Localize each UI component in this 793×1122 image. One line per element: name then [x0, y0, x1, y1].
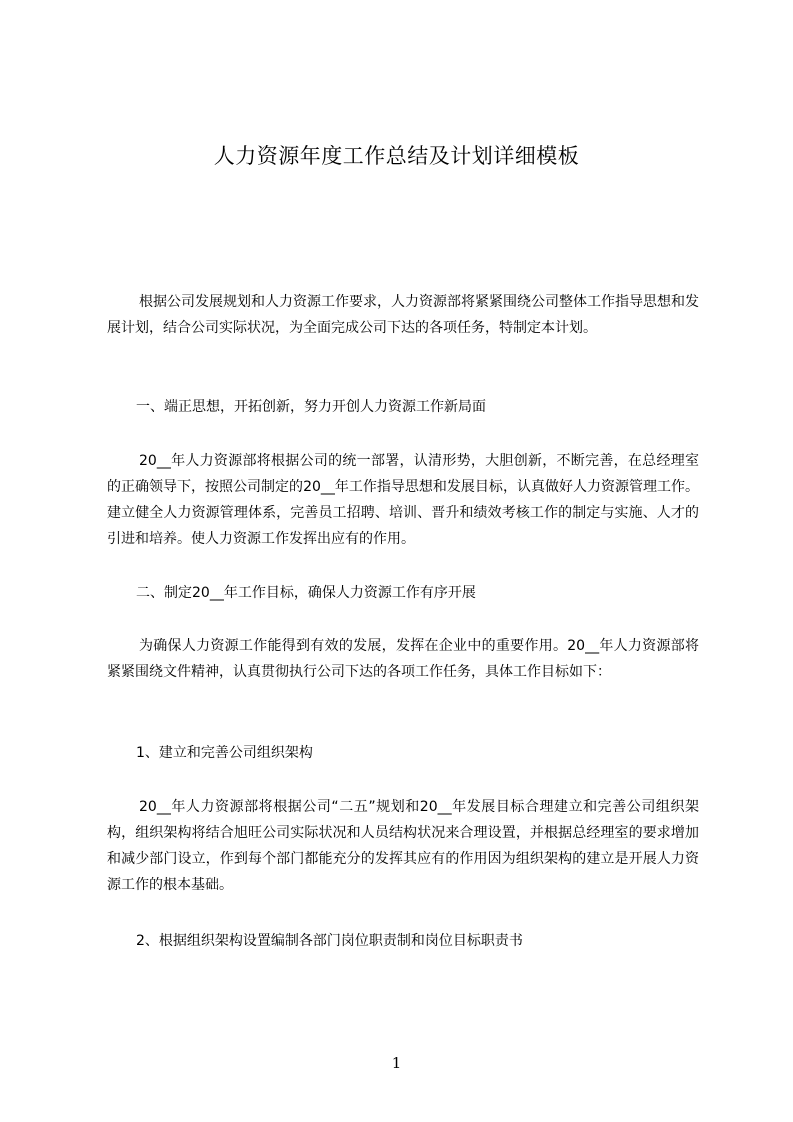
document-title: 人力资源年度工作总结及计划详细模板 — [213, 144, 580, 168]
item2-heading: 2、根据组织架构设置编制各部门岗位职责制和岗位目标职责书 — [136, 933, 523, 949]
section2-heading: 二、制定20__年工作目标，确保人力资源工作有序开展 — [136, 585, 476, 601]
section2-paragraph: 为确保人力资源工作能得到有效的发展，发挥在企业中的重要作用。20__年人力资源部将紧紧围绕文件精神，认真贯彻执行公司下达的各项工作任务，具体工作目标如下： — [107, 638, 699, 680]
item1-heading: 1、建立和完善公司组织架构 — [136, 745, 313, 761]
page-number: 1 — [391, 1054, 402, 1072]
section1-paragraph: 20__年人力资源部将根据公司的统一部署，认清形势，大胆创新，不断完善，在总经理室的正确领导下，按照公司制定的20__年工作指导思想和发展目标，认真做好人力资源管理工作。建立健全人力资源管理体系，完善员工招聘、培训、晋升和绩效考核工作的制定与实施、人才的引进和培养。使人力资源工作发挥出应有的作用。 — [107, 453, 699, 547]
intro-paragraph: 根据公司发展规划和人力资源工作要求，人力资源部将紧紧围绕公司整体工作指导思想和发展计划，结合公司实际状况，为全面完成公司下达的各项任务，特制定本计划。 — [107, 294, 699, 336]
section1-heading: 一、端正思想，开拓创新，努力开创人力资源工作新局面 — [136, 399, 486, 415]
item1-paragraph: 20__年人力资源部将根据公司“二五”规划和20__年发展目标合理建立和完善公司组织架构，组织架构将结合旭旺公司实际状况和人员结构状况来合理设置，并根据总经理室的要求增加和减少部门设立，作到每个部门都能充分的发挥其应有的作用因为组织架构的建立是开展人力资源工作的根本基础。 — [107, 799, 699, 893]
